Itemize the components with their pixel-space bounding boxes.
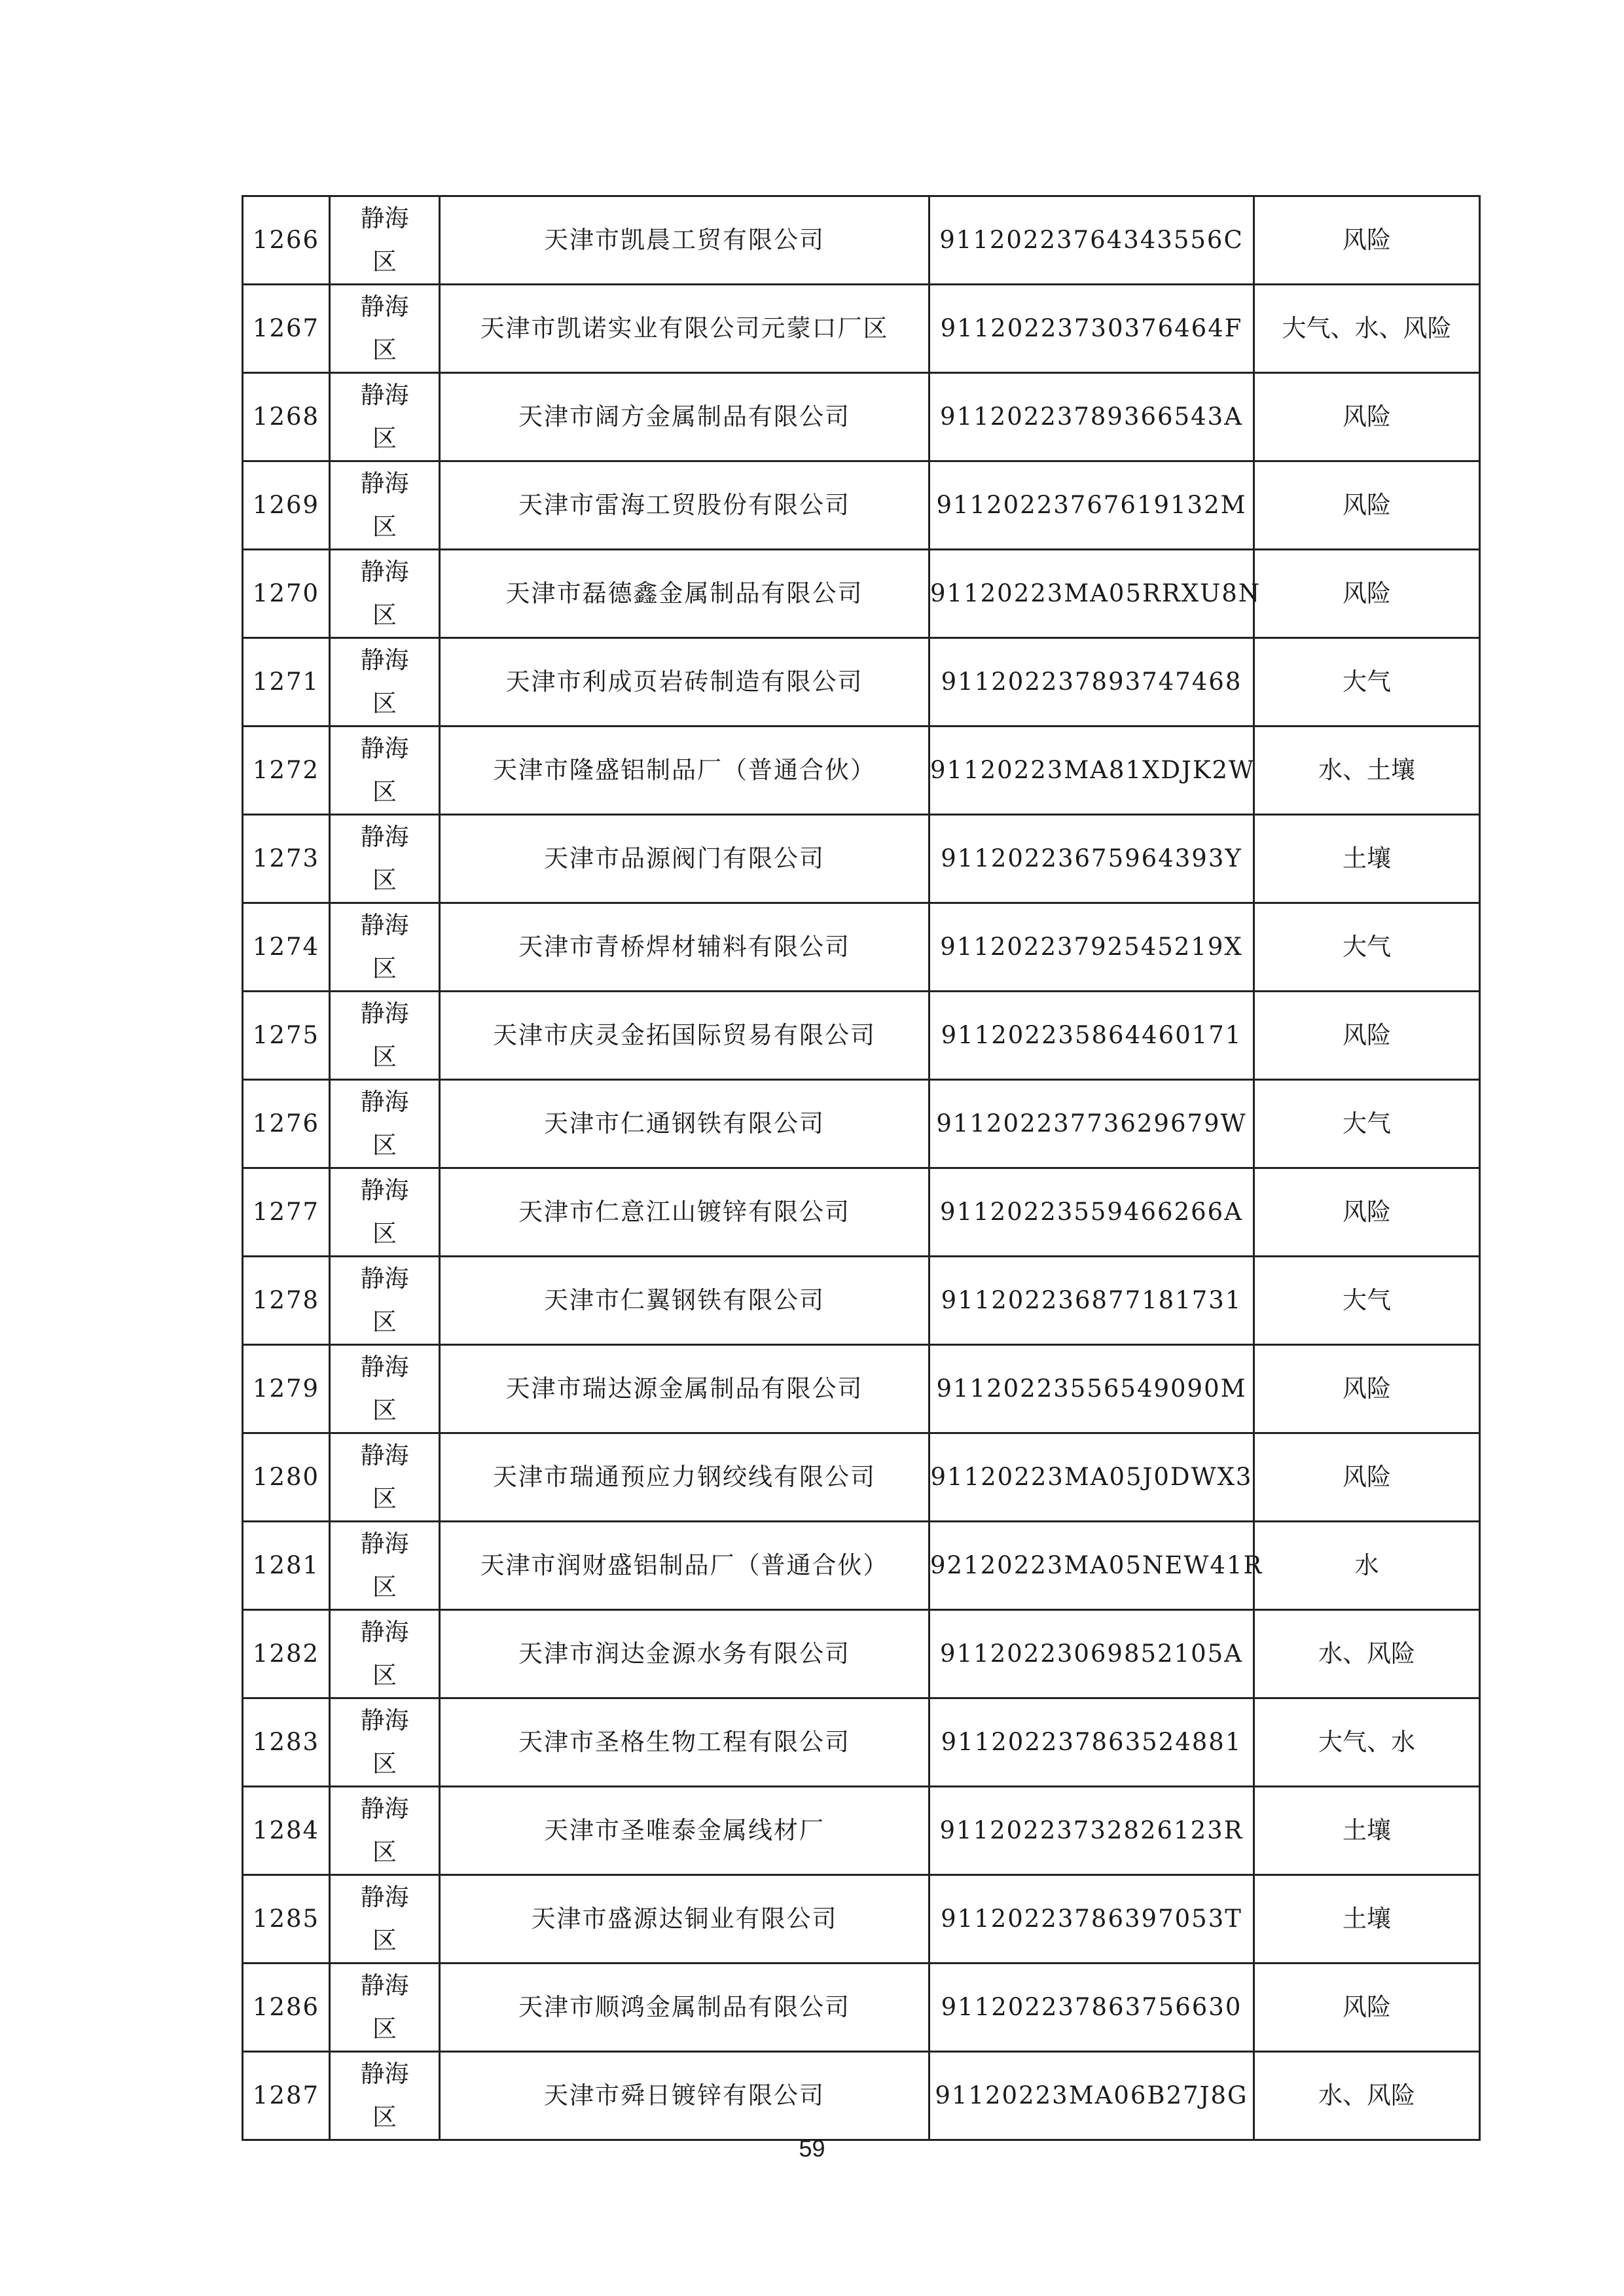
row-number: 1285 (243, 1875, 330, 1964)
row-number: 1275 (243, 992, 330, 1080)
district-text: 静海区 (360, 1795, 409, 1866)
district-text: 静海区 (360, 293, 409, 364)
credit-code-cell: 91120223786397053T (929, 1875, 1254, 1964)
row-number: 1281 (243, 1522, 330, 1610)
category-cell: 风险 (1254, 1433, 1480, 1522)
enterprise-table (242, 195, 1481, 2141)
district-cell (330, 1875, 440, 1964)
district-text: 静海区 (360, 1618, 409, 1689)
table-body (243, 196, 1480, 2140)
table-row (243, 815, 1480, 903)
row-number: 1276 (243, 1080, 330, 1168)
table-row (243, 2052, 1480, 2140)
category-cell: 水、土壤 (1254, 726, 1480, 815)
credit-code-cell: 91120223MA05J0DWX3 (929, 1433, 1254, 1522)
table-row (243, 1433, 1480, 1522)
category-cell: 大气、水、风险 (1254, 285, 1480, 373)
table-row (243, 1610, 1480, 1698)
credit-code-cell: 91120223773629679W (929, 1080, 1254, 1168)
table-row (243, 1787, 1480, 1875)
district-cell (330, 1168, 440, 1257)
category-cell: 大气 (1254, 1257, 1480, 1345)
table-row (243, 461, 1480, 550)
company-name-cell: 天津市庆灵金拓国际贸易有限公司 (440, 992, 929, 1080)
company-name-cell: 天津市利成页岩砖制造有限公司 (440, 638, 929, 726)
company-name-cell: 天津市顺鸿金属制品有限公司 (440, 1964, 929, 2052)
row-number: 1287 (243, 2052, 330, 2140)
district-cell (330, 373, 440, 461)
credit-code-cell: 91120223792545219X (929, 903, 1254, 992)
row-number: 1268 (243, 373, 330, 461)
district-text: 静海区 (360, 734, 409, 806)
company-name-cell: 天津市仁翼钢铁有限公司 (440, 1257, 929, 1345)
category-cell: 风险 (1254, 992, 1480, 1080)
row-number: 1267 (243, 285, 330, 373)
district-cell (330, 2052, 440, 2140)
row-number: 1283 (243, 1698, 330, 1787)
company-name-cell: 天津市隆盛铝制品厂（普通合伙） (440, 726, 929, 815)
district-cell (330, 1080, 440, 1168)
category-cell: 水、风险 (1254, 2052, 1480, 2140)
category-cell: 大气 (1254, 1080, 1480, 1168)
company-name-cell: 天津市瑞达源金属制品有限公司 (440, 1345, 929, 1433)
district-text: 静海区 (360, 2060, 409, 2131)
district-cell (330, 815, 440, 903)
district-text: 静海区 (360, 646, 409, 717)
district-text: 静海区 (360, 469, 409, 541)
credit-code-cell: 91120223559466266A (929, 1168, 1254, 1257)
table-row (243, 1698, 1480, 1787)
company-name-cell: 天津市瑞通预应力钢绞线有限公司 (440, 1433, 929, 1522)
row-number: 1280 (243, 1433, 330, 1522)
district-text: 静海区 (360, 1706, 409, 1778)
category-cell: 土壤 (1254, 1875, 1480, 1964)
company-name-cell: 天津市品源阀门有限公司 (440, 815, 929, 903)
district-text: 静海区 (360, 911, 409, 982)
credit-code-cell: 911202237863756630 (929, 1964, 1254, 2052)
page-number: 59 (799, 2135, 825, 2162)
credit-code-cell: 911202235864460171 (929, 992, 1254, 1080)
district-cell (330, 638, 440, 726)
category-cell: 风险 (1254, 1964, 1480, 2052)
table-row (243, 726, 1480, 815)
credit-code-cell: 92120223MA05NEW41R (929, 1522, 1254, 1610)
district-text: 静海区 (360, 1971, 409, 2043)
district-cell (330, 992, 440, 1080)
row-number: 1273 (243, 815, 330, 903)
row-number: 1271 (243, 638, 330, 726)
row-number: 1270 (243, 550, 330, 638)
category-cell: 土壤 (1254, 1787, 1480, 1875)
credit-code-cell: 911202236877181731 (929, 1257, 1254, 1345)
table-row (243, 1257, 1480, 1345)
district-text: 静海区 (360, 381, 409, 452)
table-row (243, 1522, 1480, 1610)
table-row (243, 196, 1480, 285)
company-name-cell: 天津市盛源达铜业有限公司 (440, 1875, 929, 1964)
credit-code-cell: 91120223MA06B27J8G (929, 2052, 1254, 2140)
row-number: 1279 (243, 1345, 330, 1433)
table-row (243, 1168, 1480, 1257)
district-cell (330, 726, 440, 815)
district-text: 静海区 (360, 823, 409, 894)
company-name-cell: 天津市磊德鑫金属制品有限公司 (440, 550, 929, 638)
row-number: 1286 (243, 1964, 330, 2052)
credit-code-cell: 91120223069852105A (929, 1610, 1254, 1698)
credit-code-cell: 91120223732826123R (929, 1787, 1254, 1875)
district-cell (330, 903, 440, 992)
district-cell (330, 1698, 440, 1787)
company-name-cell: 天津市阔方金属制品有限公司 (440, 373, 929, 461)
category-cell: 风险 (1254, 1345, 1480, 1433)
district-cell (330, 550, 440, 638)
district-text: 静海区 (360, 1176, 409, 1247)
table-row (243, 1875, 1480, 1964)
row-number: 1277 (243, 1168, 330, 1257)
credit-code-cell: 91120223730376464F (929, 285, 1254, 373)
company-name-cell: 天津市舜日镀锌有限公司 (440, 2052, 929, 2140)
company-name-cell: 天津市圣格生物工程有限公司 (440, 1698, 929, 1787)
company-name-cell: 天津市凯诺实业有限公司元蒙口厂区 (440, 285, 929, 373)
district-cell (330, 1257, 440, 1345)
category-cell: 大气、水 (1254, 1698, 1480, 1787)
credit-code-cell: 91120223MA05RRXU8N (929, 550, 1254, 638)
row-number: 1274 (243, 903, 330, 992)
category-cell: 土壤 (1254, 815, 1480, 903)
company-name-cell: 天津市圣唯泰金属线材厂 (440, 1787, 929, 1875)
district-cell (330, 1964, 440, 2052)
district-cell (330, 1522, 440, 1610)
district-cell (330, 1433, 440, 1522)
district-text: 静海区 (360, 1530, 409, 1601)
credit-code-cell: 911202237863524881 (929, 1698, 1254, 1787)
district-text: 静海区 (360, 1441, 409, 1513)
company-name-cell: 天津市润达金源水务有限公司 (440, 1610, 929, 1698)
table-row (243, 992, 1480, 1080)
district-cell (330, 461, 440, 550)
company-name-cell: 天津市润财盛铝制品厂（普通合伙） (440, 1522, 929, 1610)
category-cell: 风险 (1254, 550, 1480, 638)
category-cell: 风险 (1254, 1168, 1480, 1257)
credit-code-cell: 911202237893747468 (929, 638, 1254, 726)
company-name-cell: 天津市凯晨工贸有限公司 (440, 196, 929, 285)
row-number: 1269 (243, 461, 330, 550)
row-number: 1284 (243, 1787, 330, 1875)
table-row (243, 550, 1480, 638)
credit-code-cell: 91120223767619132M (929, 461, 1254, 550)
district-text: 静海区 (360, 1353, 409, 1424)
category-cell: 风险 (1254, 461, 1480, 550)
row-number: 1282 (243, 1610, 330, 1698)
district-cell (330, 1610, 440, 1698)
district-cell (330, 196, 440, 285)
category-cell: 风险 (1254, 373, 1480, 461)
category-cell: 水 (1254, 1522, 1480, 1610)
table-row (243, 285, 1480, 373)
district-cell (330, 285, 440, 373)
category-cell: 大气 (1254, 638, 1480, 726)
table-row (243, 373, 1480, 461)
table-row (243, 1080, 1480, 1168)
district-text: 静海区 (360, 1265, 409, 1336)
company-name-cell: 天津市雷海工贸股份有限公司 (440, 461, 929, 550)
table-row (243, 1345, 1480, 1433)
table-row (243, 1964, 1480, 2052)
category-cell: 风险 (1254, 196, 1480, 285)
credit-code-cell: 91120223675964393Y (929, 815, 1254, 903)
company-name-cell: 天津市仁意江山镀锌有限公司 (440, 1168, 929, 1257)
category-cell: 大气 (1254, 903, 1480, 992)
district-text: 静海区 (360, 558, 409, 629)
credit-code-cell: 91120223556549090M (929, 1345, 1254, 1433)
district-text: 静海区 (360, 999, 409, 1071)
district-cell (330, 1345, 440, 1433)
category-cell: 水、风险 (1254, 1610, 1480, 1698)
company-name-cell: 天津市仁通钢铁有限公司 (440, 1080, 929, 1168)
company-name-cell: 天津市青桥焊材辅料有限公司 (440, 903, 929, 992)
district-text: 静海区 (360, 1088, 409, 1159)
table-row (243, 638, 1480, 726)
row-number: 1266 (243, 196, 330, 285)
row-number: 1278 (243, 1257, 330, 1345)
row-number: 1272 (243, 726, 330, 815)
district-text: 静海区 (360, 1883, 409, 1954)
credit-code-cell: 91120223789366543A (929, 373, 1254, 461)
district-cell (330, 1787, 440, 1875)
table-row (243, 903, 1480, 992)
district-text: 静海区 (360, 204, 409, 276)
credit-code-cell: 91120223764343556C (929, 196, 1254, 285)
credit-code-cell: 91120223MA81XDJK2W (929, 726, 1254, 815)
